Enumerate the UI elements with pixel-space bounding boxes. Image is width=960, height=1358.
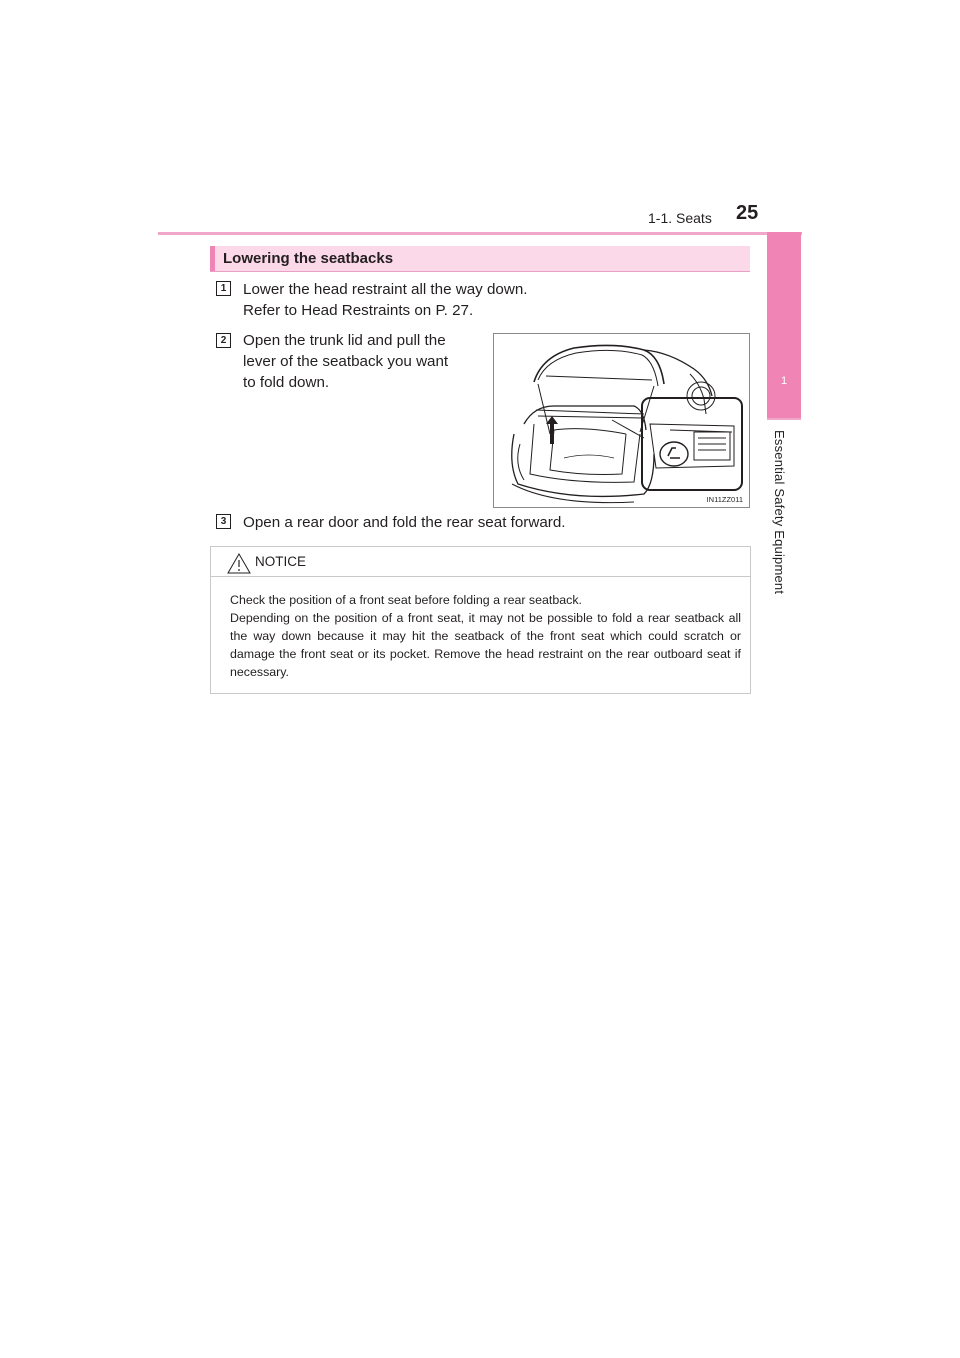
step-number-3: 3	[216, 514, 231, 529]
chapter-title-text: Essential Safety Equipment	[772, 430, 787, 595]
step-2-line-1: Open the trunk lid and pull the	[243, 332, 446, 349]
notice-divider	[211, 576, 750, 577]
trunk-seatback-lever-drawing	[494, 334, 751, 509]
notice-paragraph-2: Depending on the position of a front seat, it may not be possible to fold a rear seatback all the way down because it may hit the seatback of the front seat which could scratch or damage the front seat or its pocket. Remove the head restraint on the rear outboard seat if necessary.	[230, 611, 741, 679]
step-3-line-1: Open a rear door and fold the rear seat forward.	[243, 514, 566, 531]
header-divider	[158, 232, 802, 235]
notice-title: NOTICE	[255, 554, 307, 569]
section-label: 1-1. Seats	[648, 210, 712, 226]
notice-paragraph-1: Check the position of a front seat before folding a rear seatback.	[230, 593, 582, 607]
figure-caption: IN11ZZ011	[706, 495, 743, 504]
section-heading-bar	[210, 246, 750, 272]
step-2-line-2: lever of the seatback you want	[243, 353, 449, 370]
section-heading: Lowering the seatbacks	[223, 250, 394, 267]
chapter-tab-divider	[767, 418, 801, 420]
step-3-text	[243, 512, 743, 533]
warning-triangle-icon	[227, 553, 251, 574]
trunk-illustration	[493, 333, 750, 508]
step-number-2: 2	[216, 333, 231, 348]
chapter-tab-number: 1	[780, 375, 788, 387]
page-number: 25	[736, 202, 759, 224]
step-number-1: 1	[216, 281, 231, 296]
notice-box	[210, 546, 751, 694]
step-2-text	[243, 330, 479, 393]
chapter-tab	[767, 232, 801, 418]
step-1-text	[243, 279, 743, 321]
step-1-line-2: Refer to Head Restraints on P. 27.	[243, 302, 474, 319]
notice-body	[230, 591, 741, 681]
chapter-title-vertical	[748, 430, 808, 610]
step-1-line-1: Lower the head restraint all the way down.	[243, 281, 528, 298]
step-2-line-3: to fold down.	[243, 374, 330, 391]
